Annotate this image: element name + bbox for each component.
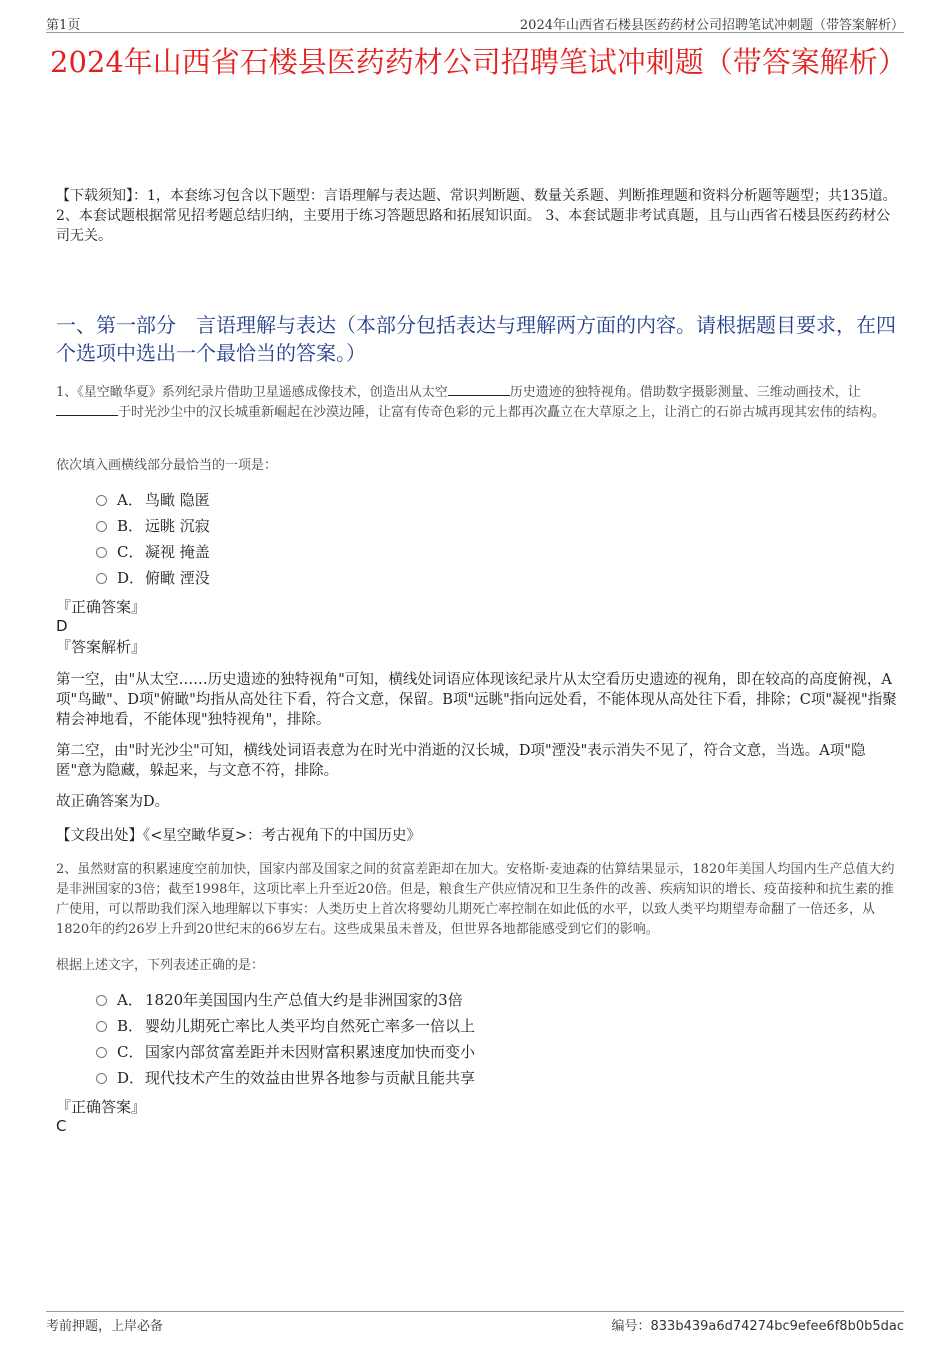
- analysis-paragraph-2: 第二空，由"时光沙尘"可知，横线处词语表意为在时光中消逝的汉长城，D项"湮没"表示消失不见了，符合文意，当选。A项"隐匿"意为隐藏，躲起来，与文意不符，排除。: [56, 743, 866, 779]
- fill-blank-2: [56, 403, 118, 416]
- option-a[interactable]: A． 1820年美国国内生产总值大约是非洲国家的3倍: [96, 987, 475, 1013]
- radio-button[interactable]: [96, 547, 107, 558]
- fill-blank-1: [448, 383, 510, 396]
- option-c[interactable]: C． 国家内部贫富差距并未因财富积累速度加快而变小: [96, 1039, 475, 1065]
- radio-button[interactable]: [96, 1021, 107, 1032]
- document-code: 编号：833b439a6d74274bc9efee6f8b0b5dac: [611, 1319, 904, 1334]
- question-1-text: [56, 383, 898, 423]
- page-number: 第1页: [46, 18, 81, 33]
- correct-answer: D: [56, 617, 68, 635]
- option-d[interactable]: D．现代技术产生的效益由世界各地参与贡献且能共享: [96, 1065, 475, 1091]
- question-2-options: [96, 987, 475, 1091]
- q1-text-part-c: 于时光沙尘中的汉长城重新崛起在沙漠边陲，让富有传奇色彩的元上都再次矗立在大草原之上，让消亡的石峁古城再现其宏伟的结构。: [118, 405, 886, 420]
- answer-label: 『正确答案』: [56, 1098, 147, 1116]
- option-d[interactable]: D．俯瞰 湮没: [96, 565, 210, 591]
- radio-button[interactable]: [96, 573, 107, 584]
- download-notice: 【下载须知】：1，本套练习包含以下题型：言语理解与表达题、常识判断题、数量关系题、判断推理题和资料分析题等题型；共135道。 2、本套试题根据常见招考题总结归纳，主要用于练习答题思路和拓展知识面。 3、本套试题非考试真题，且与山西省石楼县医药药材公司无关。: [56, 188, 897, 244]
- question-2-prompt: 根据上述文字，下列表述正确的是：: [56, 958, 265, 973]
- radio-button[interactable]: [96, 521, 107, 532]
- page-header: [46, 12, 904, 33]
- analysis-label: 『答案解析』: [56, 638, 147, 656]
- answer-label: 『正确答案』: [56, 598, 147, 616]
- header-doc-title: 2024年山西省石楼县医药药材公司招聘笔试冲刺题（带答案解析）: [519, 18, 904, 33]
- section-heading: 一、第一部分 言语理解与表达（本部分包括表达与理解两方面的内容。请根据题目要求，在四个选项中选出一个最恰当的答案。）: [56, 313, 896, 365]
- document-title: 2024年山西省石楼县医药药材公司招聘笔试冲刺题（带答案解析）: [50, 45, 907, 79]
- option-b[interactable]: B． 远眺 沉寂: [96, 513, 210, 539]
- radio-button[interactable]: [96, 495, 107, 506]
- analysis-conclusion: 故正确答案为D。: [56, 794, 170, 810]
- q1-text-part-a: 1、《星空瞰华夏》系列纪录片借助卫星遥感成像技术，创造出从太空: [56, 385, 448, 400]
- question-1-prompt: 依次填入画横线部分最恰当的一项是：: [56, 458, 278, 473]
- q1-text-part-b: 历史遗迹的独特视角。借助数字摄影测量、三维动画技术，让: [509, 385, 861, 400]
- page-footer: [46, 1311, 904, 1334]
- radio-button[interactable]: [96, 995, 107, 1006]
- correct-answer: C: [56, 1117, 67, 1135]
- radio-button[interactable]: [96, 1073, 107, 1084]
- question-2-text: 2、虽然财富的积累速度空前加快，国家内部及国家之间的贫富差距却在加大。安格斯·麦迪森的估算结果显示，1820年美国人均国内生产总值大约是非洲国家的3倍；截至1998年，这项比率上升至近20倍。但是，粮食生产供应情况和卫生条件的改善、疾病知识的增长、疫苗接种和抗生素的推广使用，可以帮助我们深入地理解以下事实：人类历史上首次将婴幼儿期死亡率控制在如此低的水平，以致人类平均期望寿命翻了一倍还多，从1820年的约26岁上升到20世纪末的66岁左右。这些成果虽未普及，但世界各地都能感受到它们的影响。: [56, 862, 895, 937]
- analysis-paragraph-1: 第一空，由"从太空……历史遗迹的独特视角"可知，横线处词语应体现该纪录片从太空看历史遗迹的视角，即在较高的高度俯视，A项"鸟瞰"、D项"俯瞰"均指从高处往下看，符合文意，保留。B项"远眺"指向远处看，不能体现从高处往下看，排除；C项"凝视"指聚精会神地看，不能体现"独特视角"，排除。: [56, 672, 897, 728]
- option-c[interactable]: C． 凝视 掩盖: [96, 539, 210, 565]
- option-a[interactable]: A． 鸟瞰 隐匿: [96, 487, 210, 513]
- question-1-options: [96, 487, 210, 591]
- text-source: 【文段出处】《<星空瞰华夏>：考古视角下的中国历史》: [56, 828, 422, 844]
- radio-button[interactable]: [96, 1047, 107, 1058]
- footer-slogan: 考前押题，上岸必备: [46, 1319, 164, 1334]
- option-b[interactable]: B． 婴幼儿期死亡率比人类平均自然死亡率多一倍以上: [96, 1013, 475, 1039]
